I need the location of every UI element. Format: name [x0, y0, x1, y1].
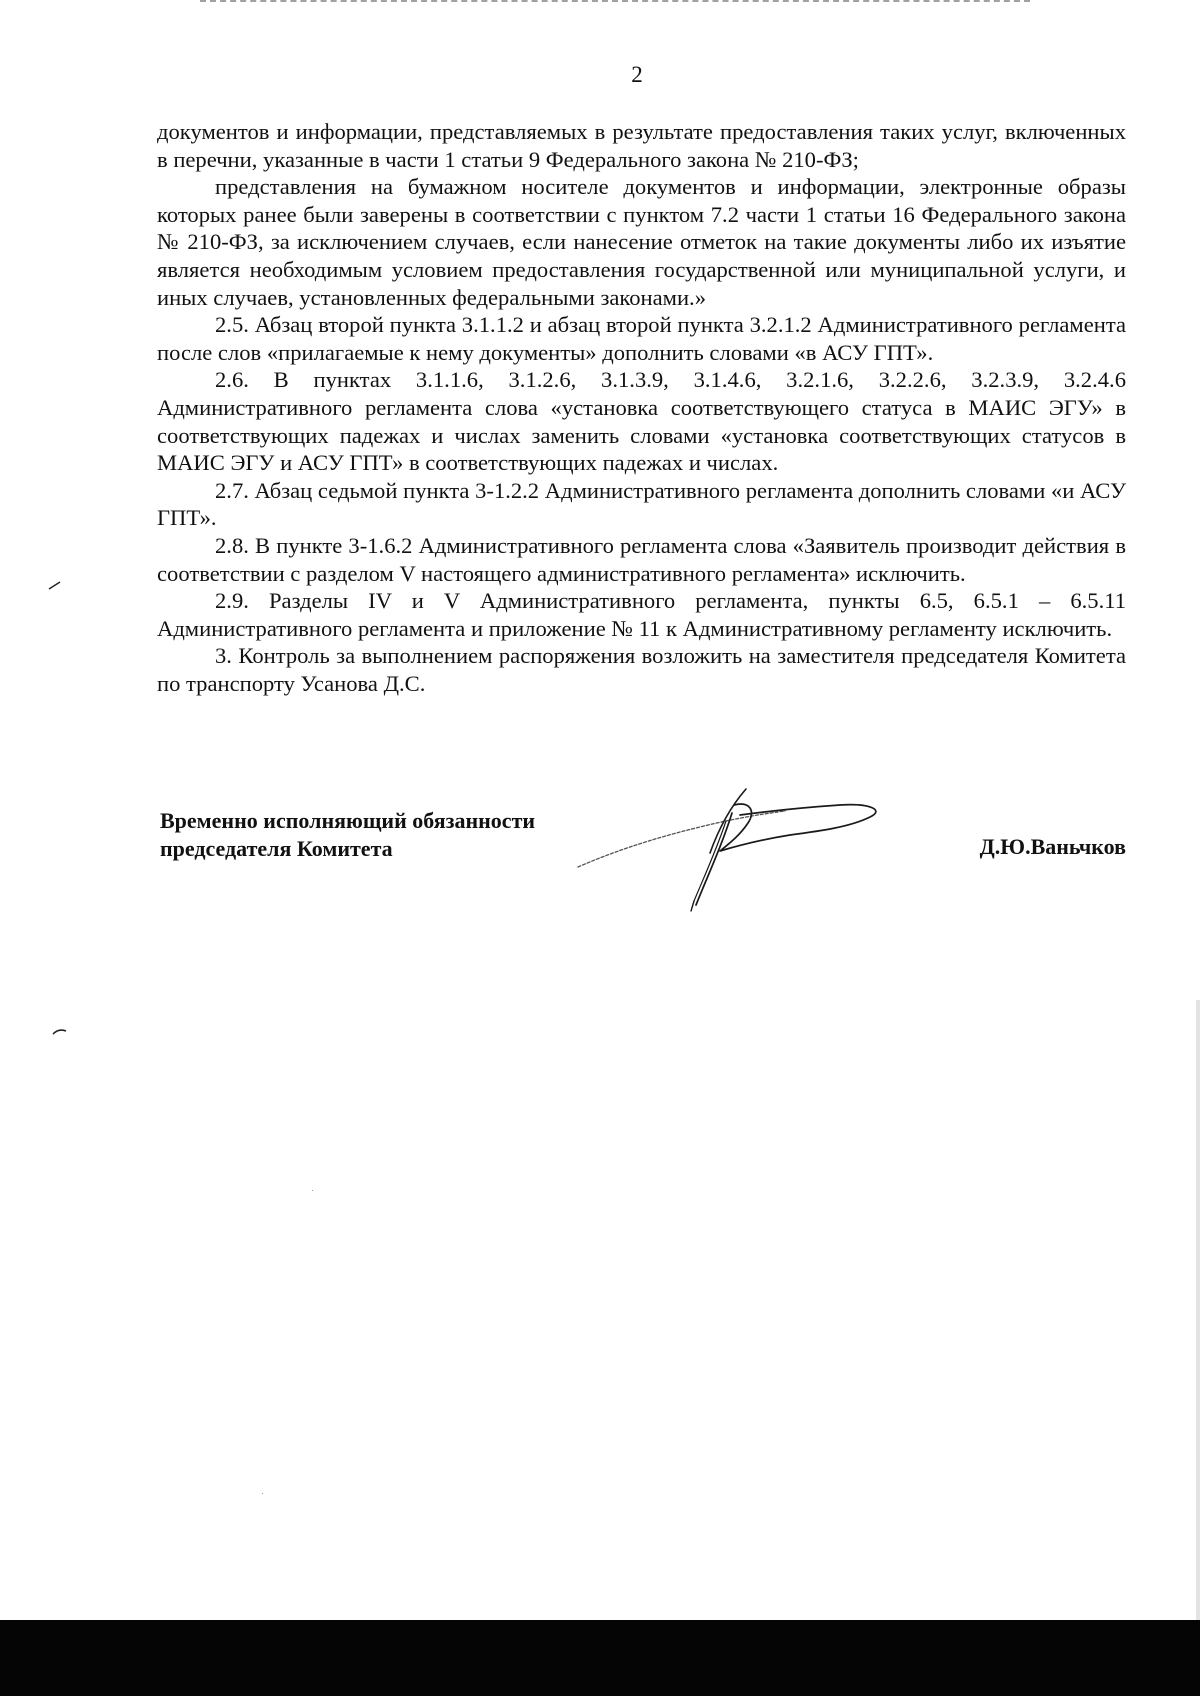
scan-speck [312, 1190, 313, 1191]
signatory-position-line1: Временно исполняющий обязанности [160, 808, 536, 833]
scan-black-border [0, 1620, 1200, 1696]
paragraph-paper-documents: представления на бумажном носителе документов и информации, электронные образы которых ранее были заверены в соответствии с пунктом 7.2 части 1 статьи 16 Федерального закона № 210-ФЗ, за исключением случаев, если нанесение отметок на такие документы либо их изъятие является необходимым условием предоставления государственной или муниципальной услуги, и иных случаев, установленных федеральными законами.» [157, 174, 1126, 310]
paragraph-2-6: 2.6. В пунктах 3.1.1.6, 3.1.2.6, 3.1.3.9, 3.1.4.6, 3.2.1.6, 3.2.2.6, 3.2.3.9, 3.2.4.6 Административного регламента слова «установка соответствующего статуса в МАИС ЭГУ» в соответствующих падежах и числах заменить словами «установка соответствующих статусов в МАИС ЭГУ и АСУ ГПТ» в соответствующих падежах и числах. [157, 367, 1126, 476]
paragraph-2-8: 2.8. В пункте 3-1.6.2 Административного регламента слова «Заявитель производит действия в соответствии с разделом V настоящего административного регламента» исключить. [157, 532, 1126, 586]
scan-artifact-mark [48, 580, 62, 590]
scan-top-edge [200, 0, 1030, 6]
paragraph-2-5: 2.5. Абзац второй пункта 3.1.1.2 и абзац второй пункта 3.2.1.2 Административного регламента после слов «прилагаемые к нему документы» дополнить словами «в АСУ ГПТ». [157, 312, 1126, 365]
paragraph-2-9: 2.9. Разделы IV и V Административного регламента, пункты 6.5, 6.5.1 – 6.5.11 Административного регламента и приложение № 11 к Административному регламенту исключить. [157, 588, 1126, 641]
scan-speck [262, 1493, 263, 1494]
paragraph-3: 3. Контроль за выполнением распоряжения возложить на заместителя председателя Комитета по транспорту Усанова Д.С. [157, 643, 1126, 696]
signatory-position-line2: председателя Комитета [160, 836, 393, 861]
scan-artifact-mark [52, 1028, 68, 1036]
document-body [157, 118, 1126, 697]
paragraph-2-7: 2.7. Абзац седьмой пункта 3-1.2.2 Административного регламента дополнить словами «и АСУ ГПТ». [157, 477, 1126, 531]
scan-right-edge [1196, 1000, 1200, 1620]
signatory-position [160, 807, 535, 863]
page-number: 2 [631, 62, 643, 87]
handwritten-signature [570, 765, 910, 915]
signer-name: Д.Ю.Ваньчков [979, 834, 1126, 859]
paragraph-continuation: документов и информации, представляемых в результате предоставления таких услуг, включенных в перечни, указанные в части 1 статьи 9 Федерального закона № 210-ФЗ; [157, 119, 1126, 172]
